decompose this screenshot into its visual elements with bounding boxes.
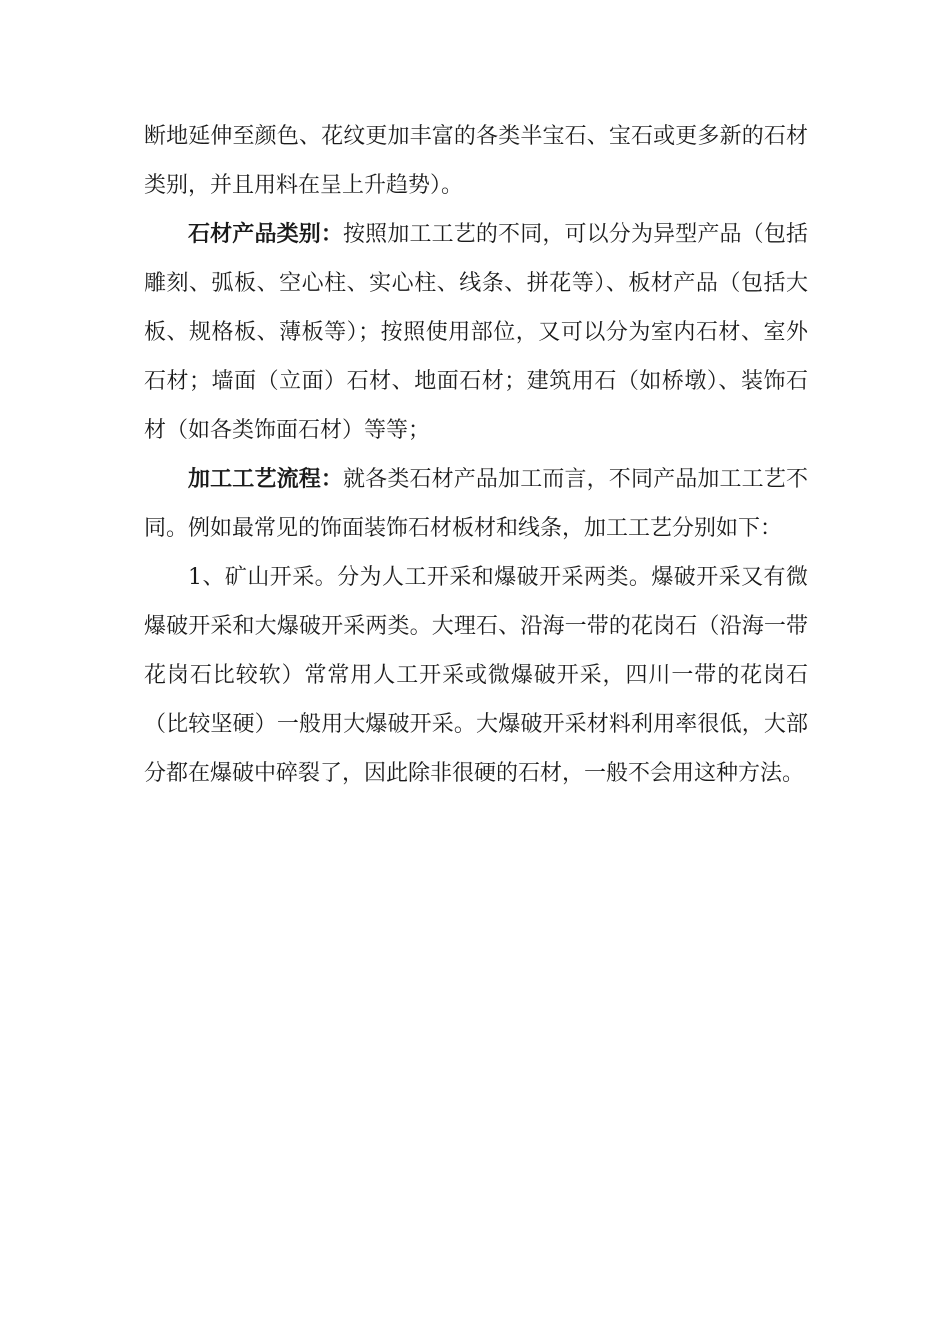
paragraph-process-flow [144, 455, 808, 553]
paragraph-text: 就各类石材产品加工而言，不同产品加工工艺不同。例如最常见的饰面装饰石材板材和线条，加工工艺分别如下： [144, 467, 808, 541]
paragraph-product-categories [144, 210, 808, 455]
paragraph-continuation: 断地延伸至颜色、花纹更加丰富的各类半宝石、宝石或更多新的石材类别，并且用料在呈上升趋势）。 [144, 124, 808, 198]
term-process-flow: 加工工艺流程： [188, 467, 344, 492]
paragraph-text: 按照加工工艺的不同，可以分为异型产品（包括雕刻、弧板、空心柱、实心柱、线条、拼花等）、板材产品（包括大板、规格板、薄板等）；按照使用部位，又可以分为室内石材、室外石材；墙面（立面）石材、地面石材；建筑用石（如桥墩）、装饰石材（如各类饰面石材）等等； [144, 222, 808, 443]
document-body [144, 112, 808, 798]
paragraph-quarrying: 1、矿山开采。分为人工开采和爆破开采两类。爆破开采又有微爆破开采和大爆破开采两类。大理石、沿海一带的花岗石（沿海一带花岗石比较软）常常用人工开采或微爆破开采，四川一带的花岗石（比较坚硬）一般用大爆破开采。大爆破开采材料利用率很低，大部分都在爆破中碎裂了，因此除非很硬的石材，一般不会用这种方法。 [144, 565, 808, 786]
term-product-categories: 石材产品类别： [188, 222, 344, 247]
